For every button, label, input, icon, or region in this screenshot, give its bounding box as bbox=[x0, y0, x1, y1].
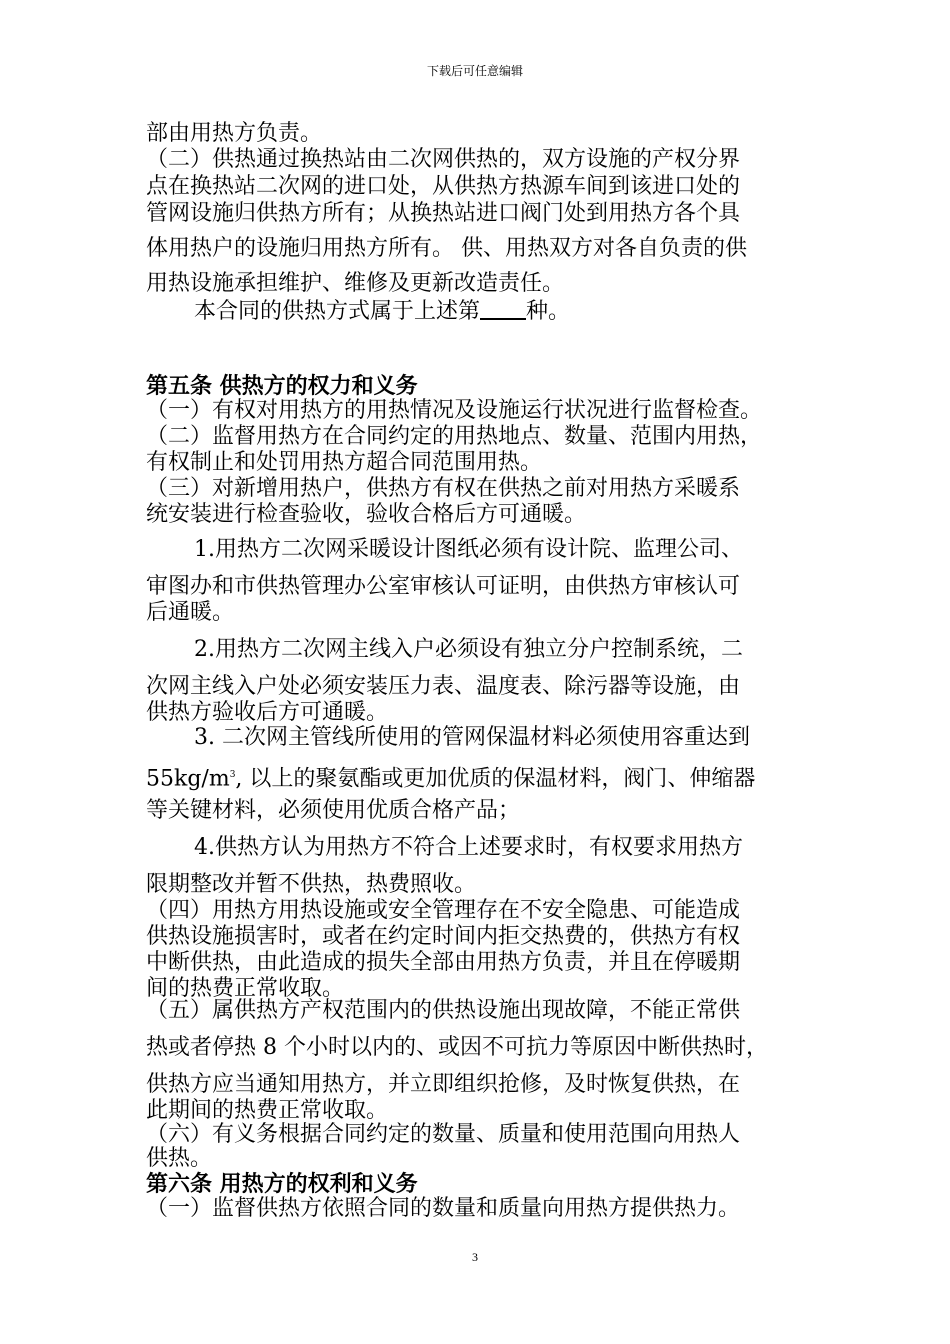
article-five-heading: 第五条 供热方的权力和义务 bbox=[146, 373, 418, 399]
text-line: （三）对新增用热户，供热方有权在供热之前对用热方采暖系 bbox=[146, 476, 741, 501]
page-number: 3 bbox=[472, 1250, 478, 1264]
text-line: 3. 二次网主管线所使用的管网保温材料必须使用容重达到 bbox=[194, 725, 750, 750]
density-rest: , 以上的聚氨酯或更加优质的保温材料，阀门、伸缩器 bbox=[235, 766, 756, 792]
text-line: 供热方应当通知用热方，并立即组织抢修，及时恢复供热，在 bbox=[146, 1072, 741, 1097]
text-line: 热或者停热 8 个小时以内的、或因不可抗力等原因中断供热时， bbox=[146, 1035, 768, 1060]
text-line: 管网设施归供热方所有；从换热站进口阀门处到用热方各个具 bbox=[146, 201, 741, 226]
density-unit: kg/m bbox=[174, 766, 230, 792]
density-value: 55 bbox=[146, 766, 174, 792]
text-line: （六）有义务根据合同约定的数量、质量和使用范围向用热人 bbox=[146, 1122, 741, 1147]
text-line: 部由用热方负责。 bbox=[146, 121, 323, 146]
method-suffix: 种。 bbox=[526, 299, 571, 324]
text-line: 等关键材料，必须使用优质合格产品； bbox=[146, 798, 521, 823]
text-line: 间的热费正常收取。 bbox=[146, 976, 345, 1001]
text-line: 1.用热方二次网采暖设计图纸必须有设计院、监理公司、 bbox=[194, 537, 743, 562]
method-prefix: 本合同的供热方式属于上述第 bbox=[194, 299, 481, 324]
page-header: 下载后可任意编辑 bbox=[426, 64, 523, 78]
density-line bbox=[146, 762, 755, 792]
text-line: 统安装进行检查验收，验收合格后方可通暖。 bbox=[146, 502, 587, 527]
text-line: 用热设施承担维护、维修及更新改造责任。 bbox=[146, 271, 565, 296]
text-line: （一）监督供热方依照合同的数量和质量向用热方提供热力。 bbox=[146, 1196, 741, 1221]
text-line: 供热设施损害时，或者在约定时间内拒交热费的，供热方有权 bbox=[146, 924, 741, 949]
text-line: （五）属供热方产权范围内的供热设施出现故障，不能正常供 bbox=[146, 998, 741, 1023]
method-blank[interactable] bbox=[480, 298, 526, 320]
text-line: 次网主线入户处必须安装压力表、温度表、除污器等设施，由 bbox=[146, 674, 741, 699]
text-line: （一）有权对用热方的用热情况及设施运行状况进行监督检查。 bbox=[146, 398, 763, 423]
text-line: 此期间的热费正常收取。 bbox=[146, 1098, 389, 1123]
text-line: 体用热户的设施归用热方所有。 供、用热双方对各自负责的供 bbox=[146, 236, 747, 261]
text-line: 审图办和市供热管理办公室审核认可证明，由供热方审核认可 bbox=[146, 574, 741, 599]
text-line: 供热方验收后方可通暖。 bbox=[146, 700, 389, 725]
text-line: 点在换热站二次网的进口处，从供热方热源车间到该进口处的 bbox=[146, 174, 741, 199]
text-line: 后通暖。 bbox=[146, 600, 235, 625]
text-line: 限期整改并暂不供热，热费照收。 bbox=[146, 872, 477, 897]
text-line: （二）供热通过换热站由二次网供热的，双方设施的产权分界 bbox=[146, 147, 741, 172]
text-line: （四）用热方用热设施或安全管理存在不安全隐患、可能造成 bbox=[146, 898, 741, 923]
text-line: 供热。 bbox=[146, 1146, 213, 1171]
article-six-heading: 第六条 用热方的权利和义务 bbox=[146, 1171, 418, 1197]
text-line: 中断供热，由此造成的损失全部由用热方负责，并且在停暖期 bbox=[146, 950, 741, 975]
text-line: 有权制止和处罚用热方超合同范围用热。 bbox=[146, 450, 543, 475]
text-line: （二）监督用热方在合同约定的用热地点、数量、范围内用热， bbox=[146, 424, 763, 449]
contract-method-line bbox=[194, 298, 570, 325]
text-line: 4.供热方认为用热方不符合上述要求时，有权要求用热方 bbox=[194, 835, 743, 860]
density-exponent: 3 bbox=[229, 770, 236, 780]
text-line: 2.用热方二次网主线入户必须设有独立分户控制系统，二 bbox=[194, 637, 743, 662]
